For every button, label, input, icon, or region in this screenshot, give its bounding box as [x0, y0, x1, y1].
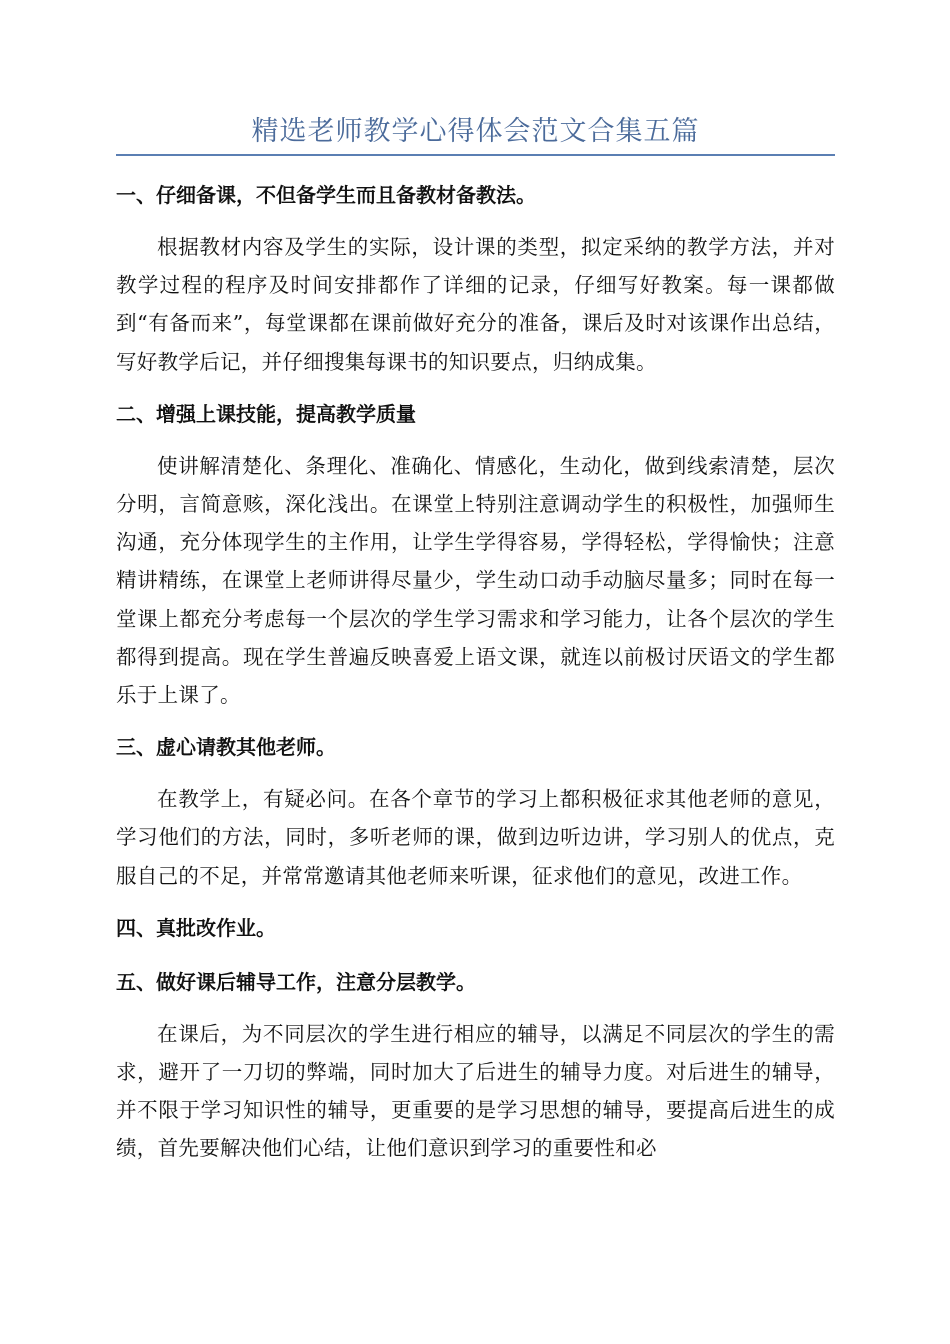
- section-paragraph-1: 根据教材内容及学生的实际，设计课的类型，拟定采纳的教学方法，并对教学过程的程序及时间安排都作了详细的记录，仔细写好教案。每一课都做到“有备而来”，每堂课都在课前做好充分的准备，课后及时对该课作出总结，写好教学后记，并仔细搜集每课书的知识要点，归纳成集。: [116, 235, 835, 374]
- section-heading-5: 五、做好课后辅导工作，注意分层教学。: [116, 969, 476, 994]
- document-title: 精选老师教学心得体会范文合集五篇: [251, 116, 700, 147]
- section-paragraph-2: 使讲解清楚化、条理化、准确化、情感化，生动化，做到线索清楚，层次分明，言简意赅，深化浅出。在课堂上特别注意调动学生的积极性，加强师生沟通，充分体现学生的主作用，让学生学得容易，学得轻松，学得愉快；注意精讲精练，在课堂上老师讲得尽量少，学生动口动手动脑尽量多；同时在每一堂课上都充分考虑每一个层次的学生学习需求和学习能力，让各个层次的学生都得到提高。现在学生普遍反映喜爱上语文课，就连以前极讨厌语文的学生都乐于上课了。: [116, 453, 835, 708]
- document-body: [116, 176, 835, 1168]
- title-underline: [116, 154, 835, 156]
- section-heading-3: 三、虚心请教其他老师。: [116, 735, 336, 760]
- section-heading-1: 一、仔细备课，不但备学生而且备教材备教法。: [116, 183, 536, 207]
- section-paragraph-3: 在教学上，有疑必问。在各个章节的学习上都积极征求其他老师的意见，学习他们的方法，同时，多听老师的课，做到边听边讲，学习别人的优点，克服自己的不足，并常常邀请其他老师来听课，征求他们的意见，改进工作。: [116, 787, 835, 888]
- section-heading-4: 四、真批改作业。: [116, 915, 276, 940]
- section-paragraph-5: 在课后，为不同层次的学生进行相应的辅导，以满足不同层次的学生的需求，避开了一刀切的弊端，同时加大了后进生的辅导力度。对后进生的辅导，并不限于学习知识性的辅导，更重要的是学习思想的辅导，要提高后进生的成绩，首先要解决他们心结，让他们意识到学习的重要性和必: [116, 1021, 835, 1161]
- section-heading-2: 二、增强上课技能，提高教学质量: [116, 401, 416, 426]
